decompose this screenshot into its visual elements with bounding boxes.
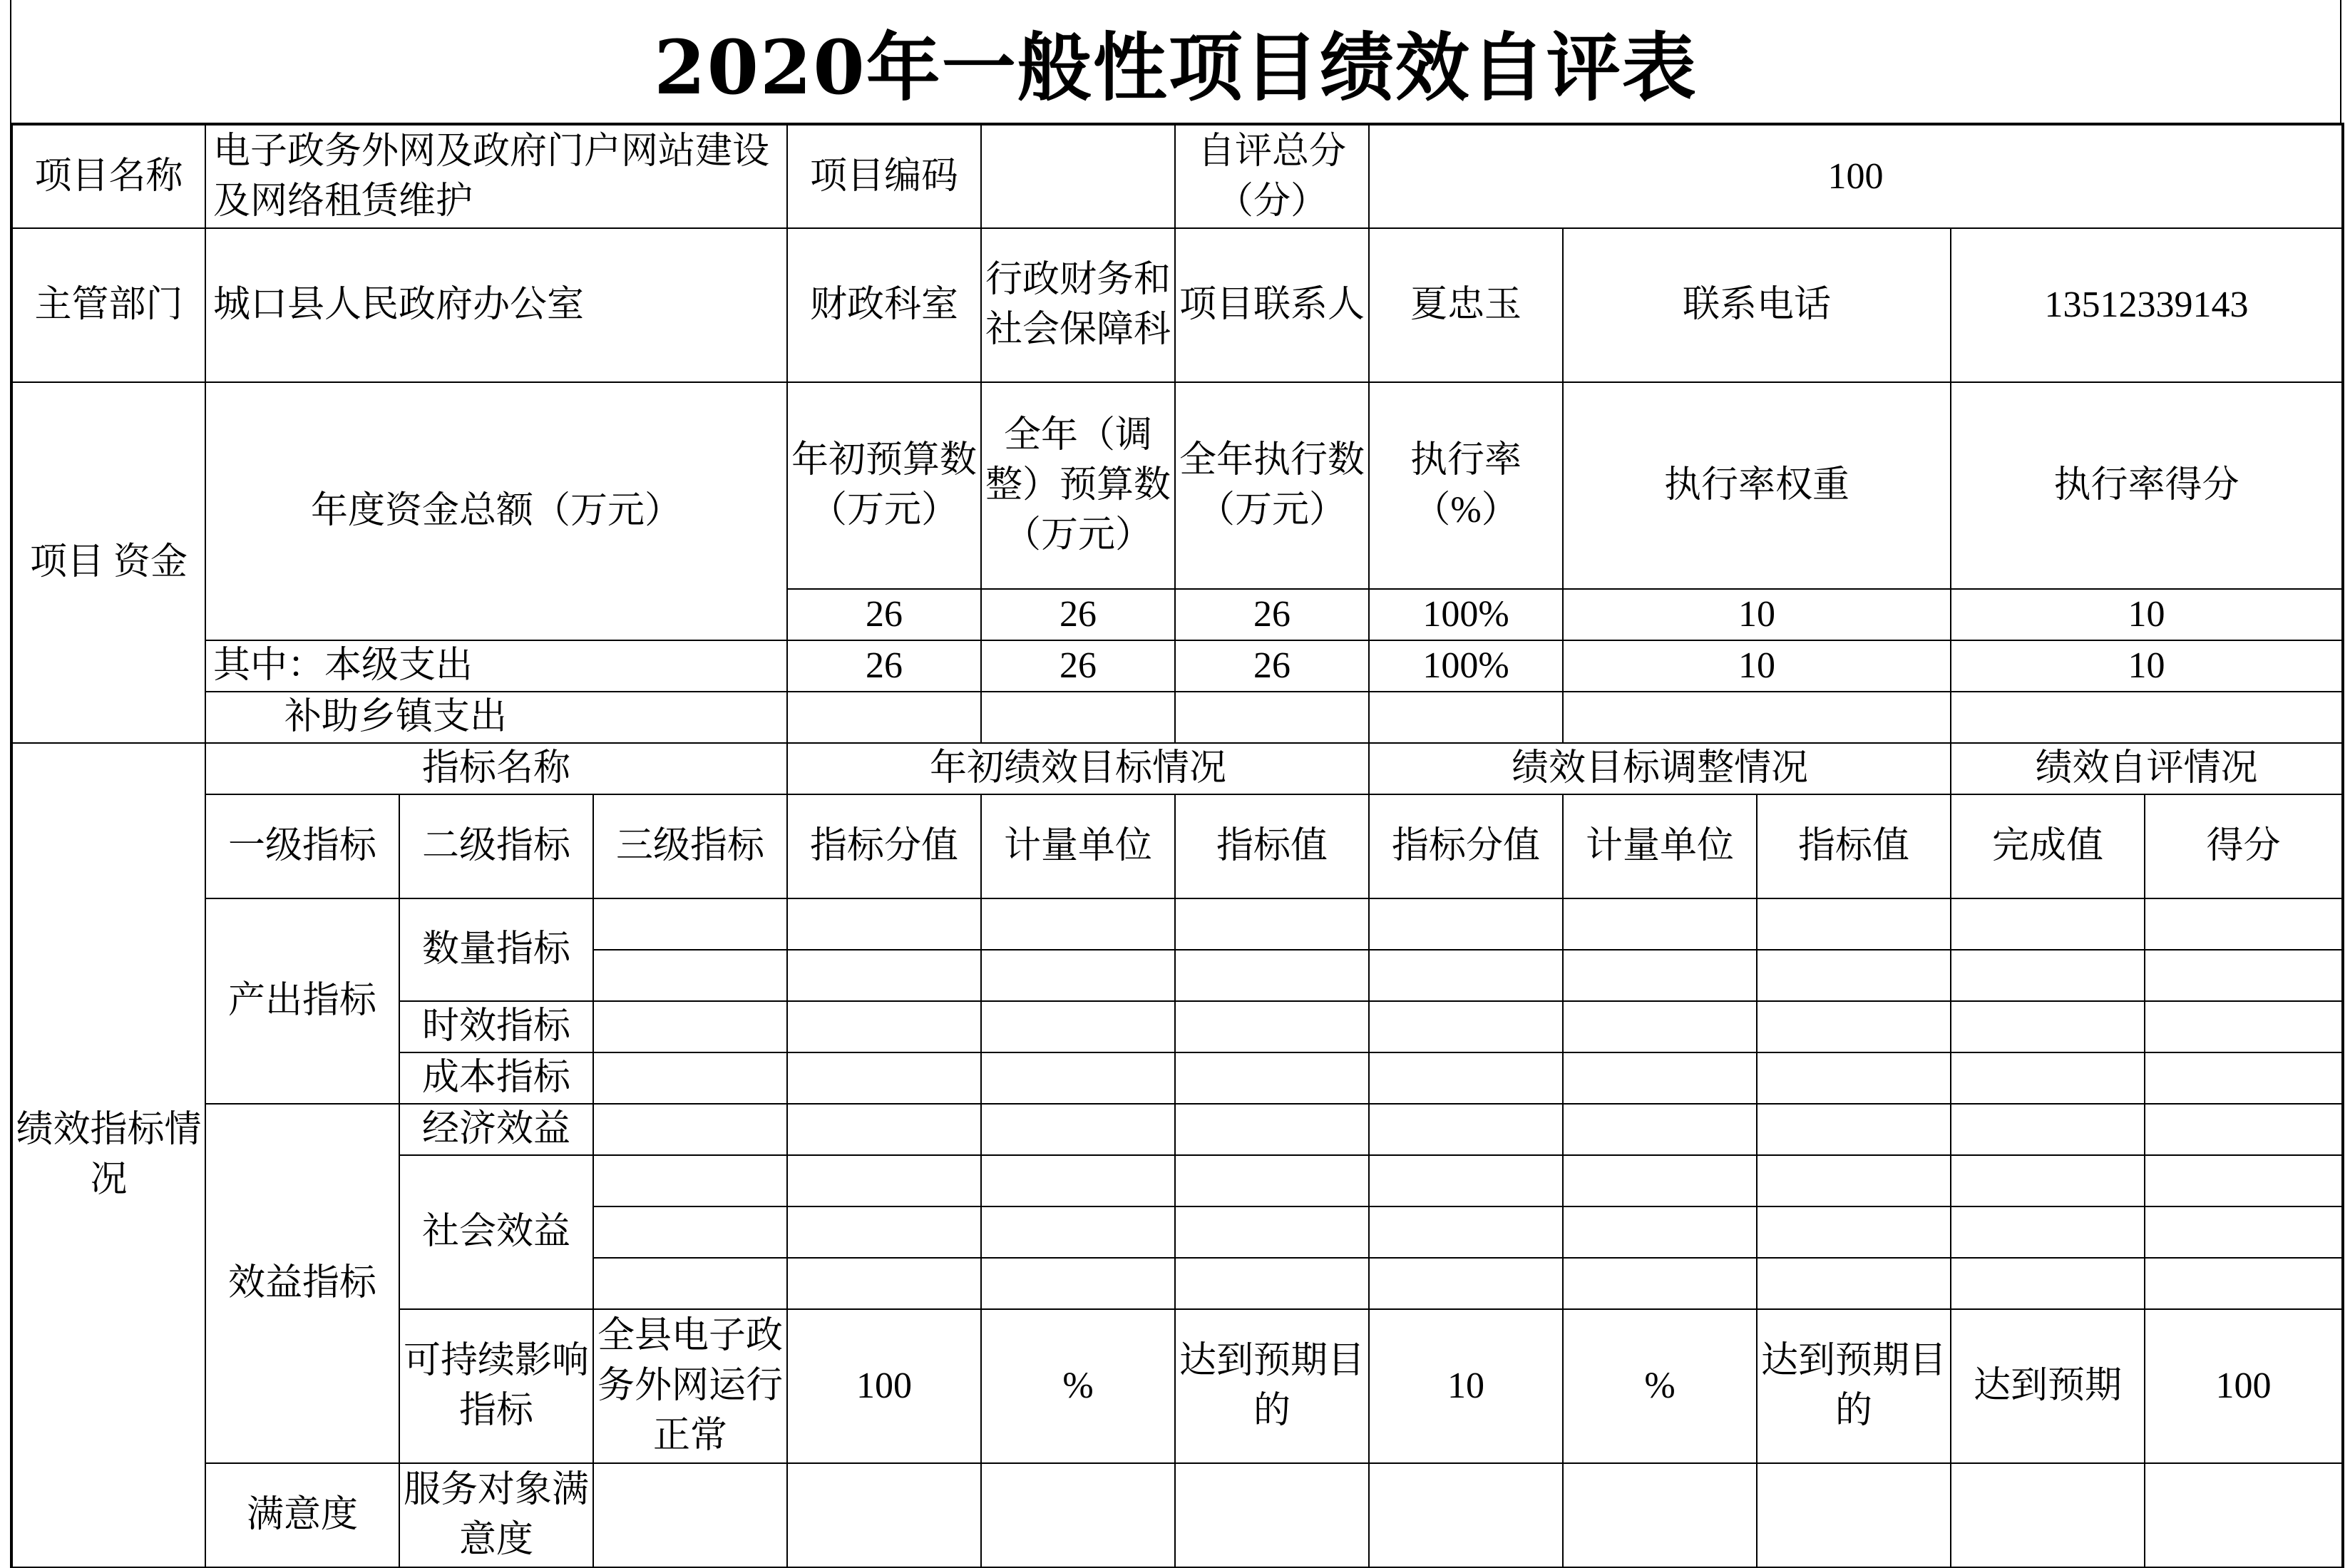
benefit-indicator-label: 效益指标 bbox=[205, 1104, 399, 1463]
empty-cell bbox=[593, 1258, 787, 1309]
empty-cell bbox=[1757, 1463, 1951, 1567]
funds-local-executed: 26 bbox=[1175, 640, 1369, 692]
funds-total-score: 10 bbox=[1951, 589, 2343, 640]
funds-header-initial: 年初预算数（万元） bbox=[787, 382, 981, 589]
service-satisfaction-label: 服务对象满意度 bbox=[399, 1463, 593, 1567]
project-code-value bbox=[981, 124, 1175, 228]
empty-cell bbox=[981, 1258, 1175, 1309]
perf-adjust-target: 绩效目标调整情况 bbox=[1369, 743, 1951, 794]
empty-cell bbox=[1175, 1463, 1369, 1567]
empty-cell bbox=[1175, 1052, 1369, 1104]
funds-local-score: 10 bbox=[1951, 640, 2343, 692]
funds-total-weight: 10 bbox=[1563, 589, 1951, 640]
phone-value: 13512339143 bbox=[1951, 228, 2343, 382]
empty-cell bbox=[787, 950, 981, 1001]
project-row bbox=[11, 124, 2343, 228]
funds-label: 项目 资金 bbox=[11, 382, 205, 743]
evaluation-table bbox=[10, 123, 2344, 1568]
empty-cell bbox=[2145, 950, 2343, 1001]
economic-benefit-label: 经济效益 bbox=[399, 1104, 593, 1155]
empty-cell bbox=[787, 1155, 981, 1206]
empty-cell bbox=[1175, 1258, 1369, 1309]
finance-label: 财政科室 bbox=[787, 228, 981, 382]
funds-subsidy-score bbox=[1951, 692, 2343, 743]
perf-sub-completed: 完成值 bbox=[1951, 794, 2145, 898]
empty-cell bbox=[1563, 950, 1757, 1001]
empty-cell bbox=[1175, 1104, 1369, 1155]
empty-cell bbox=[2145, 1052, 2343, 1104]
total-score-value: 100 bbox=[1369, 124, 2343, 228]
empty-cell bbox=[2145, 1258, 2343, 1309]
empty-cell bbox=[1563, 1155, 1757, 1206]
empty-cell bbox=[787, 898, 981, 950]
project-code-label: 项目编码 bbox=[787, 124, 981, 228]
perf-group-header-row bbox=[11, 743, 2343, 794]
empty-cell bbox=[593, 1206, 787, 1258]
sustain-level3: 全县电子政务外网运行正常 bbox=[593, 1309, 787, 1463]
empty-cell bbox=[1757, 950, 1951, 1001]
empty-cell bbox=[981, 1104, 1175, 1155]
evaluation-sheet bbox=[10, 0, 2341, 1568]
funds-total-rate: 100% bbox=[1369, 589, 1563, 640]
funds-local-weight: 10 bbox=[1563, 640, 1951, 692]
funds-total-label: 年度资金总额（万元） bbox=[205, 382, 787, 640]
empty-cell bbox=[787, 1104, 981, 1155]
sustain-initial-unit: % bbox=[981, 1309, 1175, 1463]
empty-cell bbox=[1757, 1155, 1951, 1206]
sheet-title: 2020年一般性项目绩效自评表 bbox=[10, 0, 2341, 123]
satisfaction-row bbox=[11, 1463, 2343, 1567]
funds-local-rate: 100% bbox=[1369, 640, 1563, 692]
empty-cell bbox=[787, 1052, 981, 1104]
phone-label: 联系电话 bbox=[1563, 228, 1951, 382]
empty-cell bbox=[1757, 1001, 1951, 1052]
empty-cell bbox=[1563, 1104, 1757, 1155]
empty-cell bbox=[1951, 950, 2145, 1001]
funds-subsidy-row bbox=[11, 692, 2343, 743]
empty-cell bbox=[1757, 1206, 1951, 1258]
perf-sub-level3: 三级指标 bbox=[593, 794, 787, 898]
empty-cell bbox=[787, 1258, 981, 1309]
funds-subsidy-executed bbox=[1175, 692, 1369, 743]
empty-cell bbox=[1757, 1052, 1951, 1104]
perf-label: 绩效指标情况 bbox=[11, 743, 205, 1567]
funds-header-score: 执行率得分 bbox=[1951, 382, 2343, 589]
empty-cell bbox=[1951, 1258, 2145, 1309]
perf-sub-initial-score: 指标分值 bbox=[787, 794, 981, 898]
sustain-adjust-value: 达到预期目的 bbox=[1757, 1309, 1951, 1463]
empty-cell bbox=[1175, 898, 1369, 950]
perf-sub-header-row bbox=[11, 794, 2343, 898]
funds-total-adjusted: 26 bbox=[981, 589, 1175, 640]
empty-cell bbox=[2145, 1155, 2343, 1206]
table-row bbox=[11, 1104, 2343, 1155]
sustain-score: 100 bbox=[2145, 1309, 2343, 1463]
empty-cell bbox=[2145, 898, 2343, 950]
empty-cell bbox=[1369, 898, 1563, 950]
timeliness-indicator-label: 时效指标 bbox=[399, 1001, 593, 1052]
perf-sub-initial-unit: 计量单位 bbox=[981, 794, 1175, 898]
cost-indicator-label: 成本指标 bbox=[399, 1052, 593, 1104]
empty-cell bbox=[981, 1052, 1175, 1104]
empty-cell bbox=[787, 1206, 981, 1258]
funds-local-adjusted: 26 bbox=[981, 640, 1175, 692]
empty-cell bbox=[1563, 1258, 1757, 1309]
sustain-adjust-score: 10 bbox=[1369, 1309, 1563, 1463]
perf-sub-level2: 二级指标 bbox=[399, 794, 593, 898]
empty-cell bbox=[981, 1206, 1175, 1258]
empty-cell bbox=[1951, 1155, 2145, 1206]
empty-cell bbox=[593, 1052, 787, 1104]
empty-cell bbox=[1757, 898, 1951, 950]
funds-header-executed: 全年执行数（万元） bbox=[1175, 382, 1369, 589]
empty-cell bbox=[1757, 1104, 1951, 1155]
perf-sub-initial-value: 指标值 bbox=[1175, 794, 1369, 898]
sustain-initial-score: 100 bbox=[787, 1309, 981, 1463]
funds-header-rate: 执行率（%） bbox=[1369, 382, 1563, 589]
empty-cell bbox=[2145, 1206, 2343, 1258]
perf-sub-adjust-score: 指标分值 bbox=[1369, 794, 1563, 898]
contact-label: 项目联系人 bbox=[1175, 228, 1369, 382]
sustain-completed: 达到预期 bbox=[1951, 1309, 2145, 1463]
empty-cell bbox=[1175, 950, 1369, 1001]
empty-cell bbox=[1757, 1258, 1951, 1309]
funds-header-row bbox=[11, 382, 2343, 589]
empty-cell bbox=[1951, 1001, 2145, 1052]
total-score-label: 自评总分（分） bbox=[1175, 124, 1369, 228]
empty-cell bbox=[1563, 1463, 1757, 1567]
satisfaction-label: 满意度 bbox=[205, 1463, 399, 1567]
empty-cell bbox=[593, 1104, 787, 1155]
empty-cell bbox=[1369, 950, 1563, 1001]
empty-cell bbox=[981, 950, 1175, 1001]
sustain-initial-value: 达到预期目的 bbox=[1175, 1309, 1369, 1463]
empty-cell bbox=[1951, 1052, 2145, 1104]
empty-cell bbox=[787, 1463, 981, 1567]
empty-cell bbox=[1369, 1104, 1563, 1155]
empty-cell bbox=[1369, 1258, 1563, 1309]
funds-subsidy-adjusted bbox=[981, 692, 1175, 743]
empty-cell bbox=[1369, 1463, 1563, 1567]
empty-cell bbox=[2145, 1463, 2343, 1567]
funds-local-initial: 26 bbox=[787, 640, 981, 692]
empty-cell bbox=[1951, 1104, 2145, 1155]
sustain-adjust-unit: % bbox=[1563, 1309, 1757, 1463]
empty-cell bbox=[593, 1155, 787, 1206]
empty-cell bbox=[1951, 1463, 2145, 1567]
funds-local-row bbox=[11, 640, 2343, 692]
empty-cell bbox=[1369, 1052, 1563, 1104]
empty-cell bbox=[593, 950, 787, 1001]
perf-sub-level1: 一级指标 bbox=[205, 794, 399, 898]
empty-cell bbox=[1563, 1206, 1757, 1258]
empty-cell bbox=[1175, 1001, 1369, 1052]
empty-cell bbox=[1369, 1155, 1563, 1206]
funds-subsidy-initial bbox=[787, 692, 981, 743]
funds-subsidy-weight bbox=[1563, 692, 1951, 743]
empty-cell bbox=[1175, 1206, 1369, 1258]
social-benefit-label: 社会效益 bbox=[399, 1155, 593, 1309]
empty-cell bbox=[1951, 898, 2145, 950]
project-name-value: 电子政务外网及政府门户网站建设及网络租赁维护 bbox=[205, 124, 787, 228]
empty-cell bbox=[981, 1155, 1175, 1206]
empty-cell bbox=[1563, 1001, 1757, 1052]
funds-subsidy-rate bbox=[1369, 692, 1563, 743]
empty-cell bbox=[1563, 1052, 1757, 1104]
funds-header-adjusted: 全年（调整）预算数（万元） bbox=[981, 382, 1175, 589]
quantity-indicator-label: 数量指标 bbox=[399, 898, 593, 1001]
empty-cell bbox=[2145, 1104, 2343, 1155]
perf-indicator-name: 指标名称 bbox=[205, 743, 787, 794]
output-indicator-label: 产出指标 bbox=[205, 898, 399, 1104]
table-row bbox=[11, 898, 2343, 950]
funds-header-weight: 执行率权重 bbox=[1563, 382, 1951, 589]
funds-total-initial: 26 bbox=[787, 589, 981, 640]
dept-value: 城口县人民政府办公室 bbox=[205, 228, 787, 382]
perf-self-eval: 绩效自评情况 bbox=[1951, 743, 2343, 794]
project-name-label: 项目名称 bbox=[11, 124, 205, 228]
empty-cell bbox=[981, 898, 1175, 950]
empty-cell bbox=[2145, 1001, 2343, 1052]
perf-sub-score: 得分 bbox=[2145, 794, 2343, 898]
empty-cell bbox=[593, 1463, 787, 1567]
funds-total-executed: 26 bbox=[1175, 589, 1369, 640]
empty-cell bbox=[787, 1001, 981, 1052]
finance-value: 行政财务和社会保障科 bbox=[981, 228, 1175, 382]
funds-subsidy-label: 补助乡镇支出 bbox=[205, 692, 787, 743]
funds-local-label: 其中：本级支出 bbox=[205, 640, 787, 692]
dept-row bbox=[11, 228, 2343, 382]
empty-cell bbox=[1563, 898, 1757, 950]
contact-value: 夏忠玉 bbox=[1369, 228, 1563, 382]
perf-sub-adjust-unit: 计量单位 bbox=[1563, 794, 1757, 898]
empty-cell bbox=[1175, 1155, 1369, 1206]
perf-initial-target: 年初绩效目标情况 bbox=[787, 743, 1369, 794]
dept-label: 主管部门 bbox=[11, 228, 205, 382]
empty-cell bbox=[981, 1463, 1175, 1567]
empty-cell bbox=[593, 898, 787, 950]
empty-cell bbox=[1951, 1206, 2145, 1258]
empty-cell bbox=[981, 1001, 1175, 1052]
perf-sub-adjust-value: 指标值 bbox=[1757, 794, 1951, 898]
empty-cell bbox=[1369, 1001, 1563, 1052]
empty-cell bbox=[1369, 1206, 1563, 1258]
sustain-indicator-label: 可持续影响指标 bbox=[399, 1309, 593, 1463]
empty-cell bbox=[593, 1001, 787, 1052]
